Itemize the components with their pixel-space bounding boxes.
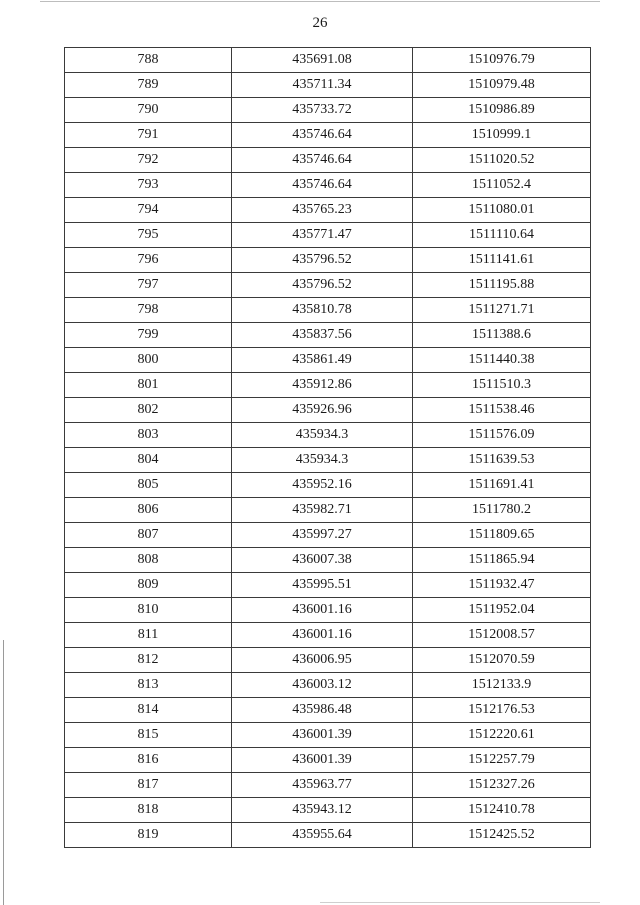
table-row: [65, 398, 591, 423]
bottom-divider: [320, 902, 600, 903]
y-coordinate-cell: 1510999.1: [413, 123, 591, 148]
table-row: [65, 198, 591, 223]
point-number-cell: 816: [65, 748, 232, 773]
point-number-cell: 806: [65, 498, 232, 523]
point-number-cell: 808: [65, 548, 232, 573]
table-row: [65, 248, 591, 273]
point-number-cell: 810: [65, 598, 232, 623]
table-row: [65, 298, 591, 323]
point-number-cell: 804: [65, 448, 232, 473]
point-number-cell: 805: [65, 473, 232, 498]
table-row: [65, 698, 591, 723]
y-coordinate-cell: 1511576.09: [413, 423, 591, 448]
point-number-cell: 813: [65, 673, 232, 698]
y-coordinate-cell: 1512070.59: [413, 648, 591, 673]
y-coordinate-cell: 1511510.3: [413, 373, 591, 398]
x-coordinate-cell: 435986.48: [232, 698, 413, 723]
page-number: 26: [312, 15, 328, 31]
y-coordinate-cell: 1511952.04: [413, 598, 591, 623]
coordinates-table: [64, 47, 591, 848]
y-coordinate-cell: 1510976.79: [413, 48, 591, 73]
table-row: [65, 48, 591, 73]
y-coordinate-cell: 1511780.2: [413, 498, 591, 523]
table-row: [65, 98, 591, 123]
table-row: [65, 798, 591, 823]
top-divider: [40, 1, 600, 2]
y-coordinate-cell: 1511052.4: [413, 173, 591, 198]
x-coordinate-cell: 435796.52: [232, 273, 413, 298]
point-number-cell: 814: [65, 698, 232, 723]
x-coordinate-cell: 435796.52: [232, 248, 413, 273]
point-number-cell: 792: [65, 148, 232, 173]
point-number-cell: 790: [65, 98, 232, 123]
x-coordinate-cell: 436001.39: [232, 723, 413, 748]
table-row: [65, 648, 591, 673]
point-number-cell: 789: [65, 73, 232, 98]
table-row: [65, 473, 591, 498]
point-number-cell: 802: [65, 398, 232, 423]
x-coordinate-cell: 435963.77: [232, 773, 413, 798]
table-row: [65, 123, 591, 148]
x-coordinate-cell: 436007.38: [232, 548, 413, 573]
y-coordinate-cell: 1511809.65: [413, 523, 591, 548]
point-number-cell: 801: [65, 373, 232, 398]
x-coordinate-cell: 435861.49: [232, 348, 413, 373]
point-number-cell: 797: [65, 273, 232, 298]
table-row: [65, 523, 591, 548]
point-number-cell: 796: [65, 248, 232, 273]
y-coordinate-cell: 1512410.78: [413, 798, 591, 823]
x-coordinate-cell: 435943.12: [232, 798, 413, 823]
x-coordinate-cell: 435810.78: [232, 298, 413, 323]
point-number-cell: 799: [65, 323, 232, 348]
table-row: [65, 173, 591, 198]
x-coordinate-cell: 435733.72: [232, 98, 413, 123]
point-number-cell: 817: [65, 773, 232, 798]
point-number-cell: 788: [65, 48, 232, 73]
y-coordinate-cell: 1511932.47: [413, 573, 591, 598]
x-coordinate-cell: 436003.12: [232, 673, 413, 698]
y-coordinate-cell: 1511110.64: [413, 223, 591, 248]
point-number-cell: 815: [65, 723, 232, 748]
y-coordinate-cell: 1511691.41: [413, 473, 591, 498]
y-coordinate-cell: 1512220.61: [413, 723, 591, 748]
x-coordinate-cell: 435934.3: [232, 423, 413, 448]
table-row: [65, 673, 591, 698]
y-coordinate-cell: 1512133.9: [413, 673, 591, 698]
point-number-cell: 809: [65, 573, 232, 598]
y-coordinate-cell: 1511271.71: [413, 298, 591, 323]
coordinates-table-body: [65, 48, 591, 848]
x-coordinate-cell: 435746.64: [232, 123, 413, 148]
x-coordinate-cell: 435765.23: [232, 198, 413, 223]
point-number-cell: 791: [65, 123, 232, 148]
point-number-cell: 800: [65, 348, 232, 373]
x-coordinate-cell: 435746.64: [232, 148, 413, 173]
table-row: [65, 823, 591, 848]
y-coordinate-cell: 1511538.46: [413, 398, 591, 423]
y-coordinate-cell: 1512176.53: [413, 698, 591, 723]
table-row: [65, 273, 591, 298]
table-row: [65, 723, 591, 748]
x-coordinate-cell: 435952.16: [232, 473, 413, 498]
y-coordinate-cell: 1511865.94: [413, 548, 591, 573]
x-coordinate-cell: 435995.51: [232, 573, 413, 598]
x-coordinate-cell: 436001.39: [232, 748, 413, 773]
y-coordinate-cell: 1511639.53: [413, 448, 591, 473]
x-coordinate-cell: 435746.64: [232, 173, 413, 198]
x-coordinate-cell: 435771.47: [232, 223, 413, 248]
table-row: [65, 148, 591, 173]
y-coordinate-cell: 1511388.6: [413, 323, 591, 348]
y-coordinate-cell: 1511080.01: [413, 198, 591, 223]
x-coordinate-cell: 435997.27: [232, 523, 413, 548]
table-row: [65, 348, 591, 373]
table-row: [65, 373, 591, 398]
point-number-cell: 818: [65, 798, 232, 823]
table-row: [65, 623, 591, 648]
x-coordinate-cell: 436006.95: [232, 648, 413, 673]
table-row: [65, 748, 591, 773]
point-number-cell: 819: [65, 823, 232, 848]
point-number-cell: 793: [65, 173, 232, 198]
table-row: [65, 323, 591, 348]
x-coordinate-cell: 435912.86: [232, 373, 413, 398]
point-number-cell: 812: [65, 648, 232, 673]
point-number-cell: 811: [65, 623, 232, 648]
point-number-cell: 803: [65, 423, 232, 448]
y-coordinate-cell: 1511440.38: [413, 348, 591, 373]
point-number-cell: 794: [65, 198, 232, 223]
x-coordinate-cell: 435837.56: [232, 323, 413, 348]
y-coordinate-cell: 1512327.26: [413, 773, 591, 798]
x-coordinate-cell: 436001.16: [232, 623, 413, 648]
scan-margin-line: [3, 640, 4, 905]
x-coordinate-cell: 435982.71: [232, 498, 413, 523]
x-coordinate-cell: 435934.3: [232, 448, 413, 473]
table-row: [65, 73, 591, 98]
table-row: [65, 448, 591, 473]
y-coordinate-cell: 1511141.61: [413, 248, 591, 273]
table-row: [65, 573, 591, 598]
point-number-cell: 798: [65, 298, 232, 323]
point-number-cell: 807: [65, 523, 232, 548]
table-row: [65, 773, 591, 798]
y-coordinate-cell: 1512257.79: [413, 748, 591, 773]
table-row: [65, 223, 591, 248]
x-coordinate-cell: 435955.64: [232, 823, 413, 848]
table-row: [65, 498, 591, 523]
x-coordinate-cell: 435691.08: [232, 48, 413, 73]
y-coordinate-cell: 1510979.48: [413, 73, 591, 98]
y-coordinate-cell: 1510986.89: [413, 98, 591, 123]
y-coordinate-cell: 1511020.52: [413, 148, 591, 173]
y-coordinate-cell: 1512425.52: [413, 823, 591, 848]
x-coordinate-cell: 436001.16: [232, 598, 413, 623]
x-coordinate-cell: 435926.96: [232, 398, 413, 423]
table-row: [65, 548, 591, 573]
x-coordinate-cell: 435711.34: [232, 73, 413, 98]
table-row: [65, 423, 591, 448]
y-coordinate-cell: 1511195.88: [413, 273, 591, 298]
point-number-cell: 795: [65, 223, 232, 248]
table-row: [65, 598, 591, 623]
y-coordinate-cell: 1512008.57: [413, 623, 591, 648]
